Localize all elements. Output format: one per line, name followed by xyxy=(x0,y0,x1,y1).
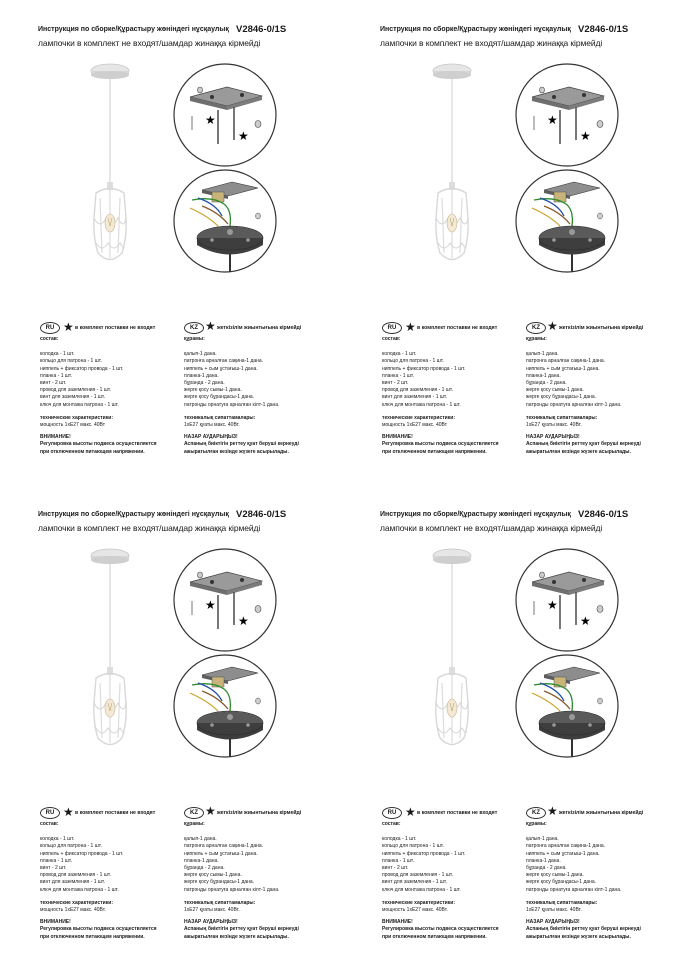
ru-spec-label: технические характеристики: xyxy=(40,899,113,906)
list-item: ниппель + сым ұстағыш-1 дана. xyxy=(526,365,600,372)
list-item: винт - 2 шт. xyxy=(382,380,409,387)
kz-language-badge: KZ xyxy=(526,322,546,334)
canopy-wiring-diagram xyxy=(514,168,620,274)
list-item: Аспаның биіктігін реттеу қуат беруші кернеуді xyxy=(184,926,299,933)
ru-language-badge: RU xyxy=(382,807,402,819)
list-item: планка-1 дана. xyxy=(526,857,561,864)
ru-contents-label: состав: xyxy=(40,336,59,342)
list-item: ключ для монтажа патрона - 1 шт. xyxy=(40,401,119,408)
ru-warning-label: ВНИМАНИЕ! xyxy=(382,919,413,926)
star-marker: ★ xyxy=(238,614,249,628)
canopy-wiring-diagram xyxy=(514,653,620,759)
kz-spec-label: техникалық сипаттамалары: xyxy=(526,899,598,906)
header-title: Инструкция по сборке/Құрастыру жөніндегі нұсқаулық xyxy=(380,26,571,33)
star-marker: ★ xyxy=(205,113,216,127)
list-item: жерге қосу сымы-1 дана. xyxy=(526,872,584,879)
star-marker: ★ xyxy=(580,129,591,143)
header-subtitle: лампочки в комплект не входят/шамдар жинаққа кірмейді xyxy=(38,38,261,48)
kz-spec-label: техникалық сипаттамалары: xyxy=(184,414,256,421)
ru-warning-label: ВНИМАНИЕ! xyxy=(40,434,71,441)
ru-contents-list xyxy=(382,351,512,409)
kz-spec-label: техникалық сипаттамалары: xyxy=(526,414,598,421)
header-title: Инструкция по сборке/Құрастыру жөніндегі нұсқаулық xyxy=(38,26,229,33)
kz-spec-value: 1хЕ27 қуаты макс. 40Вт. xyxy=(184,422,240,429)
ru-column xyxy=(382,821,512,941)
kz-spec-value: 1хЕ27 қуаты макс. 40Вт. xyxy=(184,907,240,914)
list-item: винт для заземления - 1 шт. xyxy=(40,394,106,401)
mounting-bracket-diagram xyxy=(172,547,278,653)
ru-column xyxy=(40,336,170,456)
star-icon: ★ xyxy=(63,805,74,819)
ru-contents-label: состав: xyxy=(382,821,401,827)
list-item: планка-1 дана. xyxy=(526,372,561,379)
ru-spec-label: технические характеристики: xyxy=(382,899,455,906)
kz-warning-text xyxy=(184,441,334,455)
list-item: ниппель + фиксатор провода - 1 шт. xyxy=(40,365,124,372)
mounting-bracket-diagram xyxy=(172,62,278,168)
ru-contents-list xyxy=(40,351,170,409)
ru-warning-text xyxy=(40,926,170,940)
kz-warning-label: НАЗАР АУДАРЫҢЫЗ! xyxy=(184,919,238,926)
header-subtitle: лампочки в комплект не входят/шамдар жинаққа кірмейді xyxy=(38,523,261,533)
list-item: бұранда - 2 дана. xyxy=(526,865,567,872)
ru-contents-list xyxy=(382,836,512,894)
ru-contents-label: состав: xyxy=(382,336,401,342)
kz-not-included-caption: жеткізілім жиынтығына кірмейді xyxy=(217,325,302,331)
ru-spec-value: мощность 1хЕ27 макс. 40Вт. xyxy=(40,907,106,914)
list-item: Аспаның биіктігін реттеу қуат беруші кернеуді xyxy=(184,441,299,448)
kz-warning-text xyxy=(526,926,676,940)
list-item: планка - 1 шт. xyxy=(382,857,414,864)
pendant-lamp-illustration xyxy=(80,543,160,758)
pendant-lamp-illustration xyxy=(80,58,160,273)
list-item: ажыратылған кезінде жүзеге асырылады. xyxy=(184,933,289,940)
model-number: V2846-0/1S xyxy=(236,24,287,35)
ru-not-included-caption: в комплект поставки не входят xyxy=(417,325,498,331)
list-item: колодка - 1 шт. xyxy=(382,351,417,358)
star-icon: ★ xyxy=(547,319,558,333)
kz-warning-text xyxy=(526,441,676,455)
kz-warning-label: НАЗАР АУДАРЫҢЫЗ! xyxy=(526,434,580,441)
ru-spec-label: технические характеристики: xyxy=(40,414,113,421)
kz-contents-label: құрамы: xyxy=(526,336,547,342)
list-item: планка - 1 шт. xyxy=(40,372,72,379)
header-title: Инструкция по сборке/Құрастыру жөніндегі нұсқаулық xyxy=(380,511,571,518)
star-marker: ★ xyxy=(547,598,558,612)
kz-language-badge: KZ xyxy=(184,322,204,334)
ru-language-badge: RU xyxy=(382,322,402,334)
list-item: ключ для монтажа патрона - 1 шт. xyxy=(382,886,461,893)
list-item: провод для заземления - 1 шт. xyxy=(382,387,453,394)
list-item: жерге қосу сымы-1 дана. xyxy=(184,872,242,879)
list-item: жерге қосу бұрандасы-1 дана. xyxy=(526,879,597,886)
mounting-bracket-diagram xyxy=(514,62,620,168)
model-number: V2846-0/1S xyxy=(578,509,629,520)
model-number: V2846-0/1S xyxy=(236,509,287,520)
star-icon: ★ xyxy=(205,319,216,333)
list-item: ключ для монтажа патрона - 1 шт. xyxy=(382,401,461,408)
model-number: V2846-0/1S xyxy=(578,24,629,35)
list-item: патронды орнатуға арналған кілт-1 дана. xyxy=(526,886,622,893)
kz-contents-list xyxy=(184,351,334,409)
kz-contents-label: құрамы: xyxy=(526,821,547,827)
list-item: ключ для монтажа патрона - 1 шт. xyxy=(40,886,119,893)
list-item: при отключенном питающем напряжении. xyxy=(382,448,487,455)
list-item: Регулировка высоты подвеса осуществляется xyxy=(382,926,499,933)
star-marker: ★ xyxy=(547,113,558,127)
list-item: қалып-1 дана. xyxy=(526,836,559,843)
kz-contents-label: құрамы: xyxy=(184,821,205,827)
ru-warning-text xyxy=(382,926,512,940)
list-item: ниппель + сым ұстағыш-1 дана. xyxy=(184,365,258,372)
list-item: планка - 1 шт. xyxy=(40,857,72,864)
ru-not-included-caption: в комплект поставки не входят xyxy=(417,810,498,816)
list-item: бұранда - 2 дана. xyxy=(184,380,225,387)
list-item: планка-1 дана. xyxy=(184,372,219,379)
list-item: ниппель + сым ұстағыш-1 дана. xyxy=(526,850,600,857)
star-marker: ★ xyxy=(580,614,591,628)
header-subtitle: лампочки в комплект не входят/шамдар жинаққа кірмейді xyxy=(380,523,603,533)
list-item: патронды орнатуға арналған кілт-1 дана. xyxy=(184,401,280,408)
list-item: жерге қосу бұрандасы-1 дана. xyxy=(526,394,597,401)
list-item: бұранда - 2 дана. xyxy=(184,865,225,872)
list-item: ниппель + фиксатор провода - 1 шт. xyxy=(40,850,124,857)
list-item: ниппель + фиксатор провода - 1 шт. xyxy=(382,365,466,372)
kz-language-badge: KZ xyxy=(526,807,546,819)
list-item: Регулировка высоты подвеса осуществляется xyxy=(40,441,157,448)
list-item: планка-1 дана. xyxy=(184,857,219,864)
star-icon: ★ xyxy=(63,320,74,334)
kz-not-included-caption: жеткізілім жиынтығына кірмейді xyxy=(559,325,644,331)
kz-contents-list xyxy=(526,351,676,409)
list-item: винт для заземления - 1 шт. xyxy=(40,879,106,886)
kz-warning-label: НАЗАР АУДАРЫҢЫЗ! xyxy=(184,434,238,441)
star-icon: ★ xyxy=(547,804,558,818)
header-title: Инструкция по сборке/Құрастыру жөніндегі нұсқаулық xyxy=(38,511,229,518)
list-item: патронға арналған сақина-1 дана. xyxy=(184,843,264,850)
list-item: Аспаның биіктігін реттеу қуат беруші кернеуді xyxy=(526,441,641,448)
kz-column xyxy=(526,336,676,456)
list-item: патронға арналған сақина-1 дана. xyxy=(184,358,264,365)
list-item: колодка - 1 шт. xyxy=(40,351,75,358)
ru-warning-label: ВНИМАНИЕ! xyxy=(382,434,413,441)
kz-spec-value: 1хЕ27 қуаты макс. 40Вт. xyxy=(526,422,582,429)
list-item: винт - 2 шт. xyxy=(40,380,67,387)
list-item: Регулировка высоты подвеса осуществляется xyxy=(40,926,157,933)
canopy-wiring-diagram xyxy=(172,653,278,759)
list-item: қалып-1 дана. xyxy=(184,836,217,843)
list-item: жерге қосу бұрандасы-1 дана. xyxy=(184,394,255,401)
kz-contents-label: құрамы: xyxy=(184,336,205,342)
list-item: ниппель + сым ұстағыш-1 дана. xyxy=(184,850,258,857)
star-icon: ★ xyxy=(405,320,416,334)
list-item: патронды орнатуға арналған кілт-1 дана. xyxy=(526,401,622,408)
list-item: патронға арналған сақина-1 дана. xyxy=(526,358,606,365)
kz-not-included-caption: жеткізілім жиынтығына кірмейді xyxy=(559,810,644,816)
list-item: при отключенном питающем напряжении. xyxy=(40,448,145,455)
pendant-lamp-illustration xyxy=(422,543,502,758)
pendant-lamp-illustration xyxy=(422,58,502,273)
ru-contents-label: состав: xyxy=(40,821,59,827)
kz-spec-value: 1хЕ27 қуаты макс. 40Вт. xyxy=(526,907,582,914)
list-item: патронға арналған сақина-1 дана. xyxy=(526,843,606,850)
ru-not-included-caption: в комплект поставки не входят xyxy=(75,325,156,331)
list-item: винт - 2 шт. xyxy=(40,865,67,872)
star-icon: ★ xyxy=(205,804,216,818)
list-item: кольцо для патрона - 1 шт. xyxy=(40,843,102,850)
list-item: жерге қосу бұрандасы-1 дана. xyxy=(184,879,255,886)
list-item: кольцо для патрона - 1 шт. xyxy=(382,843,444,850)
star-marker: ★ xyxy=(238,129,249,143)
list-item: ажыратылған кезінде жүзеге асырылады. xyxy=(184,448,289,455)
ru-column xyxy=(382,336,512,456)
list-item: патронды орнатуға арналған кілт-1 дана. xyxy=(184,886,280,893)
list-item: Регулировка высоты подвеса осуществляется xyxy=(382,441,499,448)
list-item: бұранда - 2 дана. xyxy=(526,380,567,387)
list-item: при отключенном питающем напряжении. xyxy=(382,933,487,940)
list-item: ажыратылған кезінде жүзеге асырылады. xyxy=(526,933,631,940)
ru-not-included-caption: в комплект поставки не входят xyxy=(75,810,156,816)
list-item: при отключенном питающем напряжении. xyxy=(40,933,145,940)
canopy-wiring-diagram xyxy=(172,168,278,274)
ru-warning-text xyxy=(382,441,512,455)
ru-column xyxy=(40,821,170,941)
list-item: провод для заземления - 1 шт. xyxy=(40,872,111,879)
ru-spec-value: мощность 1хЕ27 макс. 40Вт xyxy=(382,422,447,429)
instruction-panel xyxy=(0,0,342,485)
list-item: жерге қосу сымы-1 дана. xyxy=(184,387,242,394)
kz-warning-label: НАЗАР АУДАРЫҢЫЗ! xyxy=(526,919,580,926)
list-item: кольцо для патрона - 1 шт. xyxy=(382,358,444,365)
instruction-panel xyxy=(0,485,342,970)
list-item: Аспаның биіктігін реттеу қуат беруші кернеуді xyxy=(526,926,641,933)
kz-not-included-caption: жеткізілім жиынтығына кірмейді xyxy=(217,810,302,816)
list-item: жерге қосу сымы-1 дана. xyxy=(526,387,584,394)
list-item: колодка - 1 шт. xyxy=(382,836,417,843)
ru-warning-text xyxy=(40,441,170,455)
ru-spec-value: мощность 1хЕ27 макс. 40Вт xyxy=(40,422,105,429)
list-item: қалып-1 дана. xyxy=(184,351,217,358)
kz-spec-label: техникалық сипаттамалары: xyxy=(184,899,256,906)
list-item: провод для заземления - 1 шт. xyxy=(382,872,453,879)
kz-contents-list xyxy=(526,836,676,894)
ru-language-badge: RU xyxy=(40,322,60,334)
ru-contents-list xyxy=(40,836,170,894)
list-item: винт для заземления - 1 шт. xyxy=(382,879,448,886)
mounting-bracket-diagram xyxy=(514,547,620,653)
list-item: винт для заземления - 1 шт. xyxy=(382,394,448,401)
kz-column xyxy=(184,336,334,456)
ru-spec-value: мощность 1хЕ27 макс. 40Вт. xyxy=(382,907,448,914)
list-item: винт - 2 шт. xyxy=(382,865,409,872)
star-marker: ★ xyxy=(205,598,216,612)
kz-contents-list xyxy=(184,836,334,894)
list-item: кольцо для патрона - 1 шт. xyxy=(40,358,102,365)
list-item: ажыратылған кезінде жүзеге асырылады. xyxy=(526,448,631,455)
instruction-panel xyxy=(342,0,684,485)
kz-warning-text xyxy=(184,926,334,940)
ru-language-badge: RU xyxy=(40,807,60,819)
list-item: ниппель + фиксатор провода - 1 шт. xyxy=(382,850,466,857)
kz-column xyxy=(184,821,334,941)
list-item: қалып-1 дана. xyxy=(526,351,559,358)
star-icon: ★ xyxy=(405,805,416,819)
kz-column xyxy=(526,821,676,941)
header-subtitle: лампочки в комплект не входят/шамдар жинаққа кірмейді xyxy=(380,38,603,48)
list-item: провод для заземления - 1 шт. xyxy=(40,387,111,394)
ru-spec-label: технические характеристики: xyxy=(382,414,455,421)
kz-language-badge: KZ xyxy=(184,807,204,819)
list-item: планка - 1 шт. xyxy=(382,372,414,379)
list-item: колодка - 1 шт. xyxy=(40,836,75,843)
ru-warning-label: ВНИМАНИЕ! xyxy=(40,919,71,926)
instruction-panel xyxy=(342,485,684,970)
